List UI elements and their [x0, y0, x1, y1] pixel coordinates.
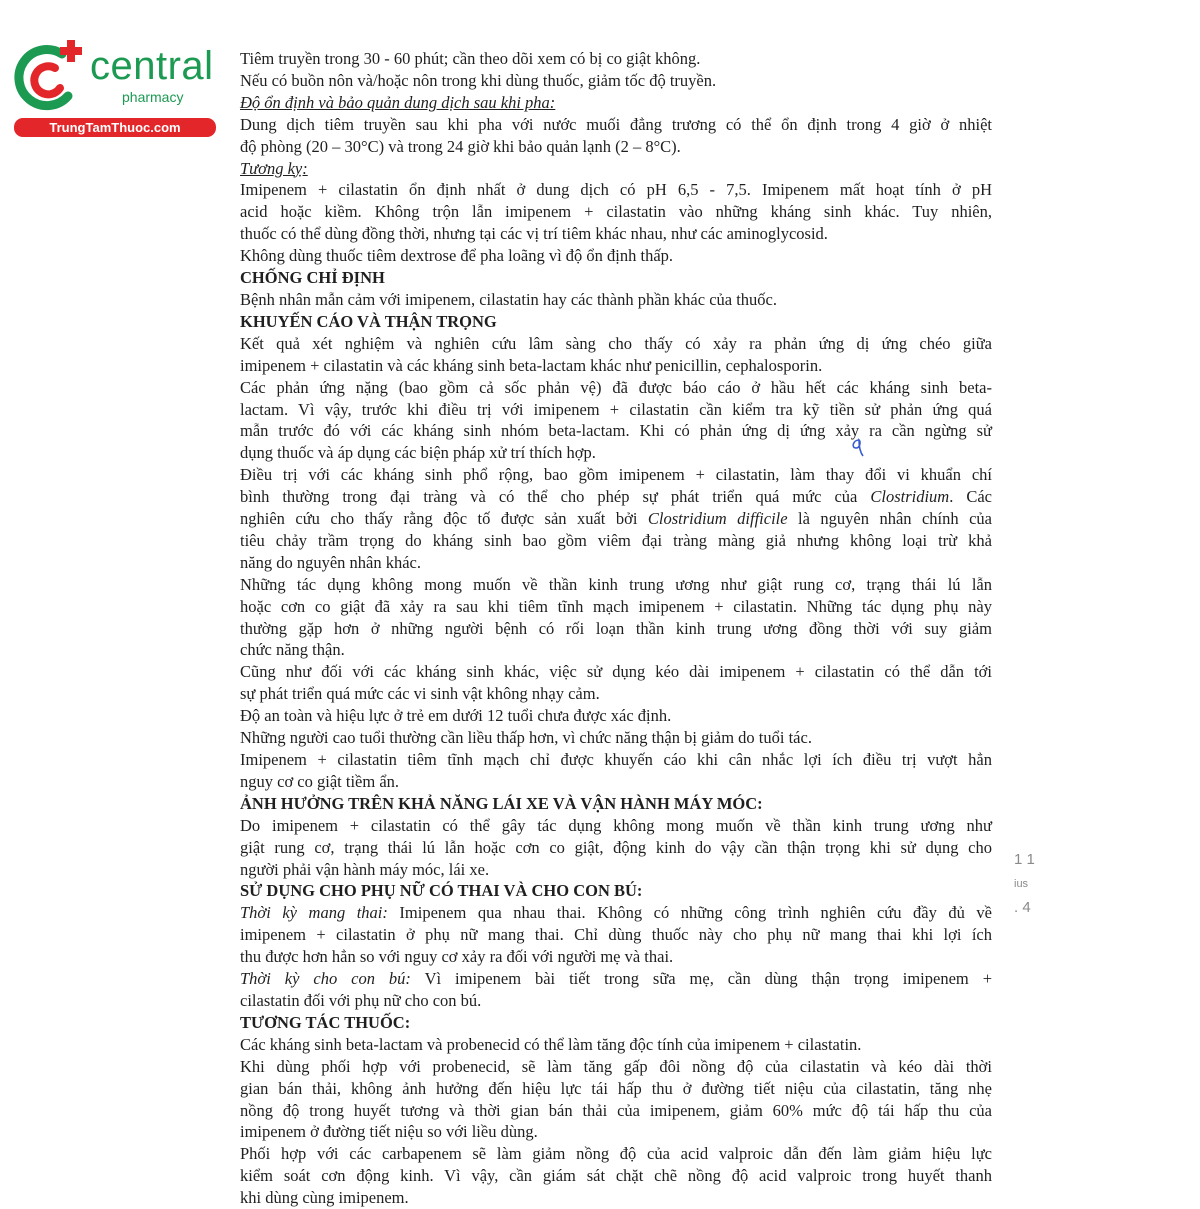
text-span: khi dùng cùng imipenem. [240, 1188, 409, 1208]
text-span: nồng độ trong huyết tương và thời gian bán thải của imipenem, giảm 60% mức độ tái hấp thu của [240, 1100, 992, 1120]
section-heading [240, 1012, 992, 1034]
text-line [240, 179, 992, 201]
text-line [240, 552, 992, 574]
text-span: Dung dịch tiêm truyền sau khi pha với nước muối đẳng trương có thể ổn định trong 4 giờ ở nhiệt [240, 114, 992, 134]
text-line [240, 420, 992, 442]
text-span: Tiêm truyền trong 30 - 60 phút; cần theo dõi xem có bị co giật không. [240, 49, 701, 68]
text-line [240, 1056, 992, 1078]
text-span: Khi dùng phối hợp với probenecid, sẽ làm tăng gấp đôi nồng độ của cilastatin và kéo dài thời [240, 1056, 992, 1076]
text-line [240, 596, 992, 618]
text-line [240, 377, 992, 399]
text-span: Điều trị với các kháng sinh phổ rộng, bao gồm imipenem + cilastatin, làm thay đổi vi khuẩn chí [240, 465, 992, 485]
text-line [240, 749, 992, 771]
text-line [240, 442, 992, 464]
text-span: thu được hơn hẳn so với nguy cơ xảy ra đối với người mẹ và thai. [240, 947, 674, 967]
text-line [240, 1143, 992, 1165]
text-span: Những người cao tuổi thường cần liều thấp hơn, vì chức năng thận bị giảm do tuổi tác. [240, 728, 812, 748]
brand-subtitle: pharmacy [122, 89, 184, 105]
text-span: mẫn trước đó với các kháng sinh nhóm beta-lactam. Khi có phản ứng dị ứng xảy ra cần ngừng sử [240, 421, 992, 441]
text-line [240, 136, 992, 158]
text-line [240, 639, 992, 661]
text-line [240, 289, 992, 311]
text-span: sự phát triển quá mức các vi sinh vật không nhạy cảm. [240, 684, 600, 704]
text-line [240, 968, 992, 990]
text-line [240, 924, 992, 946]
central-pharmacy-logo[interactable] [10, 38, 215, 138]
text-line [240, 683, 992, 705]
text-line [240, 245, 992, 267]
text-span: hoặc cơn co giật đã xảy ra sau khi tiêm tĩnh mạch imipenem + cilastatin. Những tác dụng phụ này [240, 596, 992, 616]
text-span: Phối hợp với các carbapenem sẽ làm giảm nồng độ của acid valproic dẫn đến làm giảm hiệu lực [240, 1144, 992, 1164]
text-span: thuốc có thể dùng đồng thời, nhưng tại các vị trí tiêm khác nhau, như các aminoglycosid. [240, 224, 828, 244]
text-span: thường gặp hơn ở những người bệnh có rối loạn thần kinh trung ương đồng thời với suy giảm [240, 618, 992, 638]
text-span: imipenem + cilastatin ở phụ nữ mang thai. Chỉ dùng thuốc này cho phụ nữ mang thai khi lợi ích [240, 925, 992, 945]
text-span: Imipenem + cilastatin ổn định nhất ở dung dịch có pH 6,5 - 7,5. Imipenem mất hoạt tính ở pH [240, 180, 992, 200]
text-line [240, 399, 992, 421]
text-line [240, 771, 992, 793]
text-span: năng do nguyên nhân khác. [240, 552, 421, 572]
text-span: Độ ổn định và bảo quản dung dịch sau khi pha: [240, 92, 556, 112]
text-span: Vì imipenem bài tiết trong sữa mẹ, cần dùng thận trọng imipenem + [410, 969, 992, 989]
text-span: Những tác dụng không mong muốn về thần kinh trung ương như giật rung cơ, trạng thái lú lẫn [240, 574, 992, 594]
pen-mark-icon [847, 436, 867, 458]
subsection-heading [240, 158, 992, 180]
text-span: Các phản ứng nặng (bao gồm cả sốc phản vệ) đã được báo cáo ở hầu hết các kháng sinh beta- [240, 377, 992, 397]
text-span: dụng thuốc và áp dụng các biện pháp xử trí thích hợp. [240, 443, 596, 463]
text-span: Nếu có buồn nôn và/hoặc nôn trong khi dùng thuốc, giảm tốc độ truyền. [240, 70, 717, 90]
text-line [240, 1078, 992, 1100]
text-span: Imipenem qua nhau thai. Không có những công trình nghiên cứu đầy đủ về [387, 903, 992, 923]
text-span: lactam. Vì vậy, trước khi điều trị với imipenem + cilastatin cần kiểm tra kỹ tiền sử phản ứng quá [240, 399, 992, 419]
italic-text: Thời kỳ mang thai: [240, 903, 388, 923]
text-line [240, 1034, 992, 1056]
text-line [240, 946, 992, 968]
text-span: Bệnh nhân mẫn cảm với imipenem, cilastatin hay các thành phần khác của thuốc. [240, 289, 777, 309]
text-line [240, 815, 992, 837]
text-span: nghiên cứu cho thấy rằng độc tố được sản xuất bởi [240, 509, 648, 529]
section-heading [240, 311, 992, 333]
text-line [240, 705, 992, 727]
text-line [240, 727, 992, 749]
text-span: Imipenem + cilastatin tiêm tĩnh mạch chỉ được khuyến cáo khi cân nhắc lợi ích điều trị vượt hẳn [240, 750, 992, 769]
text-span: bình thường trong đại tràng và có thể cho phép sự phát triển quá mức của [240, 487, 871, 507]
text-line [240, 333, 992, 355]
document-body [240, 48, 992, 1209]
text-span: gian bán thải, không ảnh hưởng đến hiệu lực tái hấp thu ở đường tiết niệu của cilastatin, tăng nhẹ [240, 1078, 992, 1098]
section-heading [240, 793, 992, 815]
margin-mark: . 4 [1014, 899, 1031, 916]
text-span: người phải vận hành máy móc, lái xe. [240, 859, 490, 879]
text-span: giật rung cơ, trạng thái lú lẫn hoặc cơn co giật, động kinh do vậy cần thận trọng khi sử dụng cho [240, 837, 992, 857]
text-span: chức năng thận. [240, 640, 345, 660]
text-line [240, 508, 992, 530]
text-span: độ phòng (20 – 30°C) và trong 24 giờ khi bảo quản lạnh (2 – 8°C). [240, 136, 681, 156]
text-span: kiểm soát cơn động kinh. Vì vậy, cần giám sát chặt chẽ nồng độ acid valproic trong huyết thanh [240, 1166, 992, 1186]
text-span: . Các [949, 487, 993, 507]
subsection-heading [240, 92, 992, 114]
text-line [240, 464, 992, 486]
text-line [240, 618, 992, 640]
text-line [240, 114, 992, 136]
text-line [240, 70, 992, 92]
italic-text: Thời kỳ cho con bú: [240, 969, 411, 989]
section-heading [240, 880, 992, 902]
brand-website-banner[interactable]: TrungTamThuoc.com [14, 118, 216, 137]
text-span: cilastatin đối với phụ nữ cho con bú. [240, 990, 482, 1010]
text-span: CHỐNG CHỈ ĐỊNH [240, 268, 385, 288]
text-span: Cũng như đối với các kháng sinh khác, việc sử dụng kéo dài imipenem + cilastatin có thể dẫn tới [240, 662, 992, 682]
text-line [240, 1100, 992, 1122]
text-line [240, 355, 992, 377]
text-line [240, 1121, 992, 1143]
brand-name: central [90, 44, 214, 88]
text-span: Tương kỵ: [240, 158, 308, 178]
text-line [240, 223, 992, 245]
text-span: Kết quả xét nghiệm và nghiên cứu lâm sàng cho thấy có xảy ra phản ứng dị ứng chéo giữa [240, 333, 992, 353]
text-span: Độ an toàn và hiệu lực ở trẻ em dưới 12 tuổi chưa được xác định. [240, 706, 672, 726]
text-span: SỬ DỤNG CHO PHỤ NỮ CÓ THAI VÀ CHO CON BÚ: [240, 881, 643, 901]
text-span: Do imipenem + cilastatin có thể gây tác dụng không mong muốn về thần kinh trung ương như [240, 815, 992, 835]
text-span: tiêu chảy trầm trọng do kháng sinh bao gồm viêm đại tràng màng giả nhưng không loại trừ khả [240, 530, 992, 550]
italic-text: Clostridium difficile [647, 509, 788, 529]
text-line [240, 837, 992, 859]
text-line [240, 201, 992, 223]
text-line [240, 990, 992, 1012]
text-span: Các kháng sinh beta-lactam và probenecid có thể làm tăng độc tính của imipenem + cilastatin. [240, 1034, 862, 1054]
text-line [240, 1165, 992, 1187]
text-line [240, 48, 992, 70]
text-line [240, 530, 992, 552]
text-span: nguy cơ co giật tiềm ẩn. [240, 771, 400, 791]
italic-text: Clostridium [870, 487, 950, 507]
text-span: TƯƠNG TÁC THUỐC: [240, 1012, 411, 1032]
text-span: imipenem ở đường tiết niệu so với liều dùng. [240, 1122, 538, 1142]
text-span: Không dùng thuốc tiêm dextrose để pha loãng vì độ ổn định thấp. [240, 246, 674, 266]
text-line [240, 486, 992, 508]
central-c-cross-icon [10, 38, 90, 118]
margin-marks [1014, 848, 1035, 920]
text-span: ẢNH HƯỞNG TRÊN KHẢ NĂNG LÁI XE VÀ VẬN HÀNH MÁY MÓC: [240, 793, 763, 813]
text-line [240, 859, 992, 881]
text-line [240, 661, 992, 683]
text-line [240, 902, 992, 924]
margin-mark: ius [1014, 878, 1029, 890]
section-heading [240, 267, 992, 289]
text-span: acid hoặc kiềm. Không trộn lẫn imipenem + cilastatin vào những kháng sinh khác. Tuy nhiên, [240, 202, 992, 222]
text-span: imipenem + cilastatin và các kháng sinh beta-lactam khác như penicillin, cephalosporin. [240, 355, 823, 375]
margin-mark: 1 1 [1014, 851, 1035, 868]
text-line [240, 574, 992, 596]
text-line [240, 1187, 992, 1209]
text-span: KHUYẾN CÁO VÀ THẬN TRỌNG [240, 311, 497, 331]
text-span: là nguyên nhân chính của [787, 509, 992, 529]
